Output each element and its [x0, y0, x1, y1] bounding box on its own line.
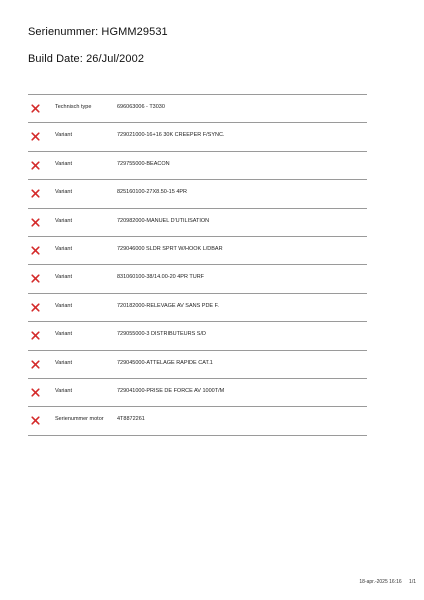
- row-type-label: Variant: [55, 331, 73, 338]
- red-x-icon: [31, 246, 40, 255]
- serial-number-title: Serienummer: HGMM29531: [28, 26, 168, 38]
- red-x-icon: [31, 189, 40, 198]
- row-value: 729755000-BEACON: [117, 160, 170, 167]
- page-footer: [359, 579, 416, 585]
- page-number: 1/1: [409, 579, 416, 585]
- red-x-icon: [31, 218, 40, 227]
- table-row: [28, 209, 367, 237]
- table-row: [28, 265, 367, 293]
- table-row: [28, 407, 367, 435]
- row-type-label: Variant: [55, 189, 73, 196]
- table-row: [28, 351, 367, 379]
- row-type-label: Variant: [55, 217, 73, 224]
- red-x-icon: [31, 360, 40, 369]
- spec-table: [28, 94, 367, 436]
- row-type-label: Variant: [55, 160, 73, 167]
- row-value: 729021000-16+16 30K CREEPER F/SYNC.: [117, 132, 225, 139]
- row-value: 720982000-MANUEL D'UTILISATION: [117, 217, 210, 224]
- print-timestamp: 18-apr.-2025 16:16: [359, 579, 402, 585]
- row-type-label: Variant: [55, 132, 73, 139]
- red-x-icon: [31, 416, 40, 425]
- table-row: [28, 123, 367, 151]
- row-value: 729045000-ATTELAGE RAPIDE CAT.1: [117, 359, 213, 366]
- red-x-icon: [31, 331, 40, 340]
- red-x-icon: [31, 274, 40, 283]
- red-x-icon: [31, 388, 40, 397]
- row-value: 696063006 - T3030: [117, 104, 165, 110]
- table-row: [28, 237, 367, 265]
- row-type-label: Serienummer motor: [55, 416, 104, 423]
- table-row: [28, 294, 367, 322]
- table-row: [28, 180, 367, 208]
- row-value: 4T8872261: [117, 416, 145, 423]
- row-type-label: Technisch type: [55, 104, 92, 110]
- row-value: 729041000-PRISE DE FORCE AV 1000T/M: [117, 387, 225, 394]
- row-type-label: Variant: [55, 359, 73, 366]
- red-x-icon: [31, 104, 40, 113]
- row-type-label: Variant: [55, 302, 73, 309]
- red-x-icon: [31, 161, 40, 170]
- row-value: 729055000-3 DISTRIBUTEURS S/D: [117, 331, 206, 338]
- row-type-label: Variant: [55, 274, 73, 281]
- row-type-label: Variant: [55, 387, 73, 394]
- row-value: 729046000 SLDR SPRT W/HOOK L/DBAR: [117, 245, 223, 252]
- red-x-icon: [31, 132, 40, 141]
- red-x-icon: [31, 303, 40, 312]
- row-type-label: Variant: [55, 245, 73, 252]
- table-row: [28, 322, 367, 350]
- table-row: [28, 152, 367, 180]
- row-value: 831060100-38/14.00-20 4PR TURF: [117, 274, 205, 281]
- row-value: 720182000-RELEVAGE AV SANS PDE F.: [117, 302, 219, 309]
- build-date-title: Build Date: 26/Jul/2002: [28, 53, 145, 65]
- table-row: [28, 379, 367, 407]
- table-row: [28, 95, 367, 123]
- row-value: 825160100-27X8.50-15 4PR: [117, 189, 188, 196]
